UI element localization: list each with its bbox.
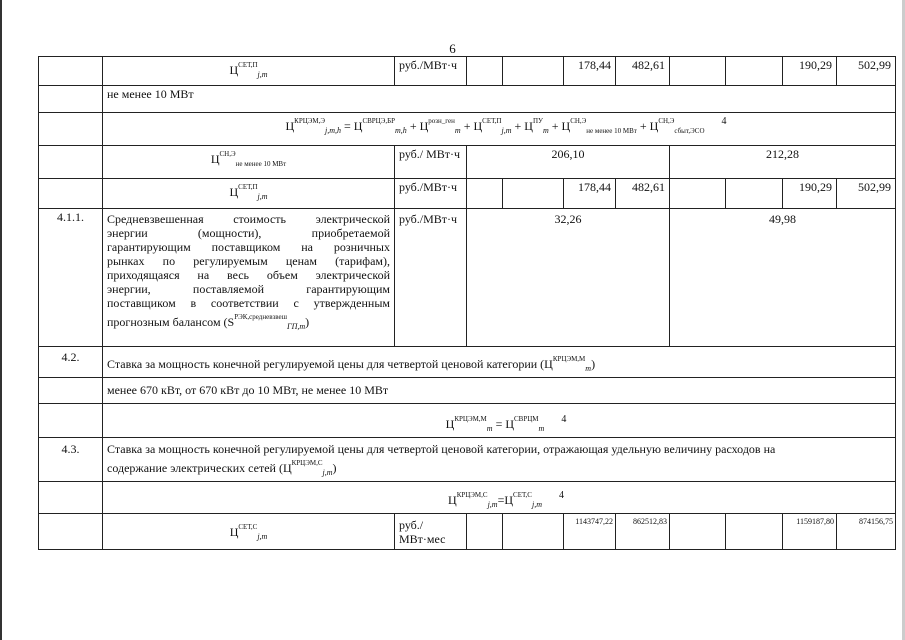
num-cell (39, 57, 103, 86)
value-cell: 502,99 (837, 179, 896, 209)
table-row (39, 57, 896, 86)
value-cell: 206,10 (467, 146, 670, 179)
table-row (39, 86, 896, 113)
table-row (39, 113, 896, 146)
table-row (39, 482, 896, 514)
value-cell: 190,29 (783, 57, 837, 86)
unit-cell: руб./МВт·ч (395, 179, 467, 209)
item-number: 4.1.1. (39, 209, 103, 347)
unit-cell: руб./ МВт·ч (395, 146, 467, 179)
table-row (39, 209, 896, 347)
table-row (39, 378, 896, 404)
value-cell: 862512,83 (616, 514, 670, 550)
section-label: менее 670 кВт, от 670 кВт до 10 МВт, не менее 10 МВт (103, 378, 896, 404)
footnote-mark: 4 (561, 414, 567, 425)
section-label: не менее 10 МВт (103, 86, 896, 113)
formula-cell (103, 113, 896, 146)
value-cell: 482,61 (616, 179, 670, 209)
table-row (39, 404, 896, 438)
section-heading: Ставка за мощность конечной регулируемой цены для четвертой ценовой категории $(Ц^{КРЦЭМ,М}_m)$ (103, 347, 896, 378)
formula-cell (103, 482, 896, 514)
symbol-cell: $Ц^{СЕТ,П}_{j,m}$ (103, 179, 395, 209)
value-cell: 482,61 (616, 57, 670, 86)
unit-cell: руб./МВт·ч (395, 209, 467, 347)
value-cell: 178,44 (564, 179, 616, 209)
unit-cell: руб./ МВт·мес (395, 514, 467, 550)
footnote-mark: 4 (558, 490, 564, 501)
value-cell: 32,26 (467, 209, 670, 347)
table-row (39, 438, 896, 482)
value-cell: 1143747,22 (564, 514, 616, 550)
symbol-cell: $Ц^{СН,Э}_{не менее 10 МВт}$ (103, 146, 395, 179)
table-row (39, 146, 896, 179)
scan-edge-left (0, 0, 2, 640)
formula: $Ц^{КРЦЭМ,М}_m = Ц^{СВРЦМ}_m$ $^4$ (445, 414, 567, 433)
unit-cell: руб./МВт·ч (395, 57, 467, 86)
symbol-cell: $Ц^{СЕТ,С}_{j,m}$ (103, 514, 395, 550)
formula: $Ц^{КРЦЭМ,Э}_{j,m,h} = Ц^{СВРЦЭ,БР}_{m,h} + Ц^{розн\_ген}_m + Ц^{СЕТ,П}_{j,m} + Ц^{ПУ}_m + Ц^{СН,Э}_{не менее 10 МВт} + Ц^{СН,Э}_{сбыт,ЭСО}$ $^4$ (285, 116, 727, 135)
item-number: 4.3. (39, 438, 103, 482)
table-row (39, 514, 896, 550)
table-row (39, 347, 896, 378)
symbol-cell: $Ц^{СЕТ,П}_{j,m}$ (103, 57, 395, 86)
value-cell: 178,44 (564, 57, 616, 86)
value-cell: 1159187,80 (783, 514, 837, 550)
item-number: 4.2. (39, 347, 103, 378)
value-cell: 190,29 (783, 179, 837, 209)
value-cell: 502,99 (837, 57, 896, 86)
section-heading: Ставка за мощность конечной регулируемой цены для четвертой ценовой категории, отражающая удельную величину расходов на содержание электрических сетей $(Ц^{КРЦЭМ,С}_{j,m})$ (103, 438, 896, 482)
formula: $Ц^{КРЦЭМ,С}_{j,m}=Ц^{СЕТ,С}_{j,m}$ $^4$ (448, 490, 564, 509)
tariff-table (38, 56, 896, 550)
page-number: 6 (449, 41, 456, 56)
formula-cell (103, 404, 896, 438)
footnote-mark: 4 (721, 116, 727, 127)
description-cell: Средневзвешенная стоимость электрической энергии (мощности), приобретаемой гарантирующим поставщиком на розничных рынках по регулируемым ценам (тарифам), приходящаяся на весь объем электрической энергии, поставляемой гарантирующим поставщиком в соответствии с утвержденным прогнозным балансом $(S^{РЭК,средневзвеш}_{ГП,m})$ (103, 209, 395, 347)
table-row (39, 179, 896, 209)
value-cell: 212,28 (670, 146, 896, 179)
value-cell: 874156,75 (837, 514, 896, 550)
value-cell: 49,98 (670, 209, 896, 347)
